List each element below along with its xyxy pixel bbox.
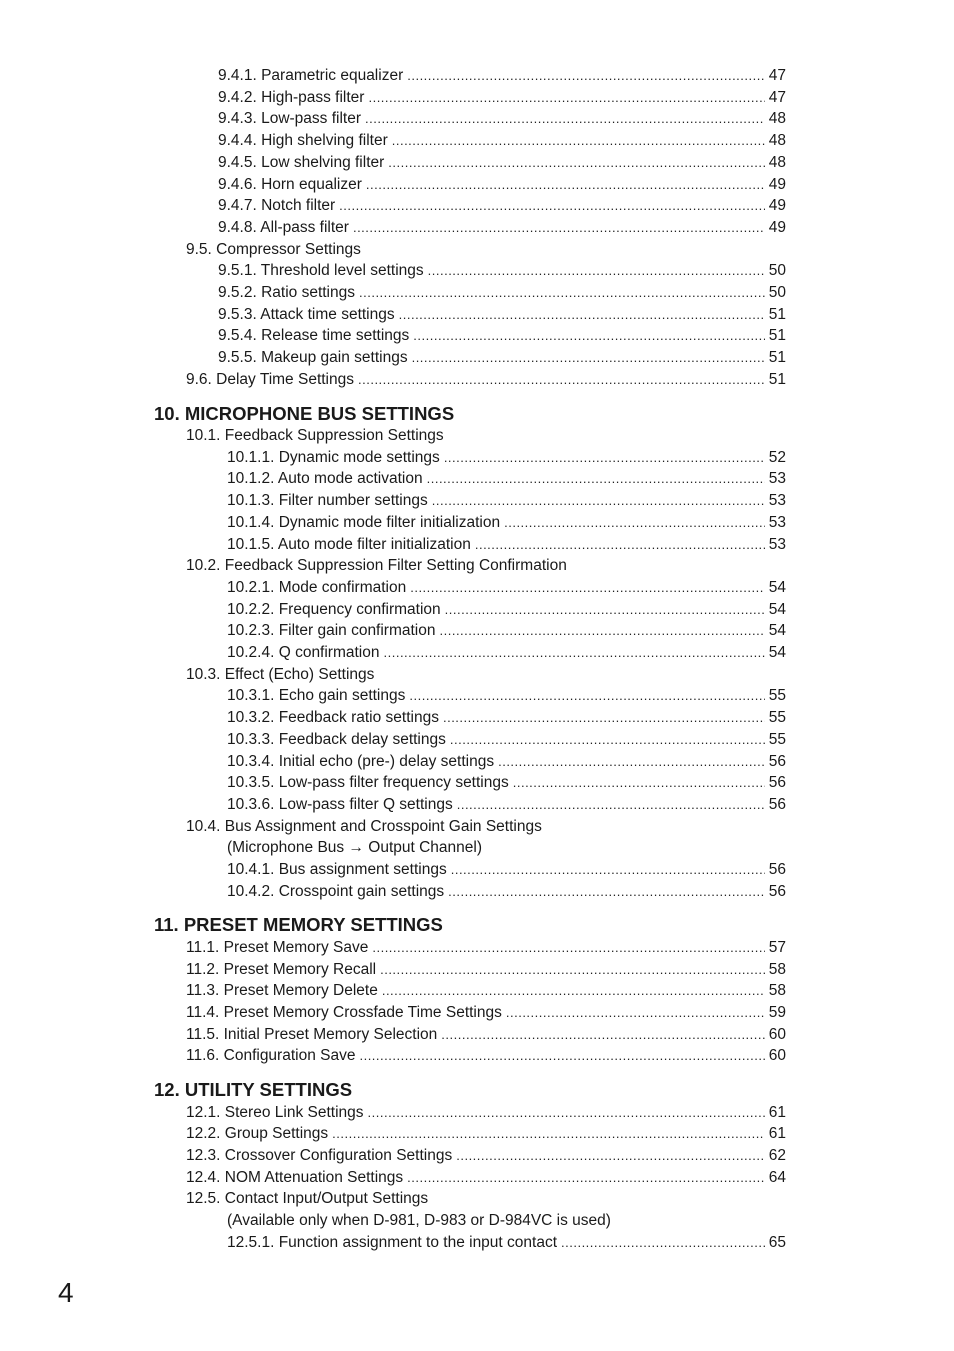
toc-entry-title: 12.3. Crossover Configuration Settings	[186, 1146, 456, 1166]
toc-entry[interactable]	[227, 860, 786, 880]
dot-leader	[498, 752, 765, 772]
dot-leader	[353, 218, 765, 238]
toc-entry-title: 10.2.3. Filter gain confirmation	[227, 621, 440, 641]
toc-entry-page: 53	[765, 469, 786, 489]
toc-entry-page: 50	[765, 261, 786, 281]
toc-entry-page: 56	[765, 752, 786, 772]
toc-entry-page: 49	[765, 196, 786, 216]
toc-entry-page: 49	[765, 218, 786, 238]
toc-entry-page: 58	[765, 960, 786, 980]
dot-leader	[506, 1003, 765, 1023]
toc-entry[interactable]	[227, 535, 786, 555]
toc-entry-title: 12.1. Stereo Link Settings	[186, 1103, 368, 1123]
toc-entry[interactable]	[227, 773, 786, 793]
toc-entry-page: 51	[765, 370, 786, 390]
toc-entry-page: 59	[765, 1003, 786, 1023]
dot-leader	[444, 448, 765, 468]
toc-entry-page: 60	[765, 1046, 786, 1066]
dot-leader	[384, 643, 765, 663]
toc-entry-page: 65	[765, 1233, 786, 1253]
dot-leader	[409, 686, 764, 706]
toc-entry[interactable]	[218, 131, 786, 151]
toc-entry-title: 12.5. Contact Input/Output Settings	[186, 1189, 432, 1209]
toc-entry-title: (Microphone Bus → Output Channel)	[227, 838, 486, 858]
dot-leader	[399, 305, 765, 325]
toc-entry[interactable]	[227, 469, 786, 489]
toc-entry[interactable]	[227, 578, 786, 598]
dot-leader	[407, 1168, 765, 1188]
toc-entry-title: 10.3.5. Low-pass filter frequency settings	[227, 773, 513, 793]
toc-entry-page: 51	[765, 348, 786, 368]
toc-entry[interactable]	[186, 1189, 432, 1209]
toc-entry-title: 11.1. Preset Memory Save	[186, 938, 372, 958]
toc-entry-title: 11.6. Configuration Save	[186, 1046, 359, 1066]
toc-entry-page: 55	[765, 708, 786, 728]
dot-leader	[380, 960, 765, 980]
toc-entry-page: 56	[765, 860, 786, 880]
toc-entry[interactable]	[186, 938, 786, 958]
dot-leader	[382, 981, 765, 1001]
section-heading: 12. UTILITY SETTINGS	[154, 1079, 353, 1101]
toc-entry[interactable]	[186, 370, 786, 390]
dot-leader	[368, 88, 764, 108]
toc-entry[interactable]	[218, 153, 786, 173]
dot-leader	[443, 708, 765, 728]
toc-entry-page: 56	[765, 773, 786, 793]
dot-leader	[450, 730, 765, 750]
toc-entry[interactable]	[218, 109, 786, 129]
toc-entry-page: 48	[765, 131, 786, 151]
toc-entry-title: 9.4.6. Horn equalizer	[218, 175, 366, 195]
dot-leader	[457, 795, 765, 815]
toc-entry-title: 11.2. Preset Memory Recall	[186, 960, 380, 980]
toc-entry-page: 56	[765, 795, 786, 815]
dot-leader	[388, 153, 764, 173]
toc-entry-title: 10.4.2. Crosspoint gain settings	[227, 882, 448, 902]
toc-entry[interactable]	[218, 261, 786, 281]
toc-entry-page: 47	[765, 66, 786, 86]
dot-leader	[441, 1025, 764, 1045]
toc-entry-title: 10.3. Effect (Echo) Settings	[186, 665, 378, 685]
toc-entry-title: 10.3.3. Feedback delay settings	[227, 730, 450, 750]
toc-entry-page: 50	[765, 283, 786, 303]
toc-entry-title: 10.4. Bus Assignment and Crosspoint Gain Settings	[186, 817, 546, 837]
dot-leader	[410, 578, 765, 598]
dot-leader	[445, 600, 765, 620]
toc-entry[interactable]	[227, 600, 786, 620]
toc-entry-page: 58	[765, 981, 786, 1001]
toc-entry[interactable]	[227, 838, 486, 858]
toc-entry-title: 9.5.4. Release time settings	[218, 326, 413, 346]
toc-entry-page: 56	[765, 882, 786, 902]
toc-entry-title: 12.5.1. Function assignment to the input contact	[227, 1233, 561, 1253]
toc-entry-title: 9.4.7. Notch filter	[218, 196, 339, 216]
toc-entry-title: 11.3. Preset Memory Delete	[186, 981, 382, 1001]
dot-leader	[413, 326, 764, 346]
toc-entry[interactable]	[218, 326, 786, 346]
toc-entry-title: 9.4.2. High-pass filter	[218, 88, 368, 108]
toc-entry[interactable]	[218, 196, 786, 216]
toc-entry[interactable]	[218, 218, 786, 238]
dot-leader	[427, 469, 765, 489]
toc-entry-page: 55	[765, 730, 786, 750]
page-number: 4	[58, 1277, 74, 1308]
toc-entry-page: 54	[765, 621, 786, 641]
toc-entry-page: 57	[765, 938, 786, 958]
toc-entry[interactable]	[227, 513, 786, 533]
toc-entry[interactable]	[186, 1025, 786, 1045]
toc-entry[interactable]	[227, 491, 786, 511]
dot-leader	[513, 773, 765, 793]
toc-entry-title: 12.4. NOM Attenuation Settings	[186, 1168, 407, 1188]
dot-leader	[428, 261, 765, 281]
toc-entry-title: (Available only when D-981, D-983 or D-984VC is used)	[227, 1211, 615, 1231]
toc-entry-page: 49	[765, 175, 786, 195]
toc-entry[interactable]	[186, 1124, 786, 1144]
toc-entry[interactable]	[186, 1146, 786, 1166]
toc-entry[interactable]	[186, 1046, 786, 1066]
dot-leader	[339, 196, 765, 216]
toc-entry-page: 53	[765, 491, 786, 511]
toc-entry-page: 55	[765, 686, 786, 706]
toc-entry-title: 10.2.2. Frequency confirmation	[227, 600, 445, 620]
toc-entry-title: 12.2. Group Settings	[186, 1124, 332, 1144]
toc-entry[interactable]	[227, 448, 786, 468]
toc-entry[interactable]	[227, 1233, 786, 1253]
toc-entry[interactable]	[227, 795, 786, 815]
toc-entry[interactable]	[186, 665, 378, 685]
toc-entry-page: 61	[765, 1124, 786, 1144]
dot-leader	[368, 1103, 765, 1123]
dot-leader	[504, 513, 765, 533]
dot-leader	[448, 882, 765, 902]
toc-entry-title: 10.4.1. Bus assignment settings	[227, 860, 451, 880]
dot-leader	[432, 491, 765, 511]
toc-entry-page: 64	[765, 1168, 786, 1188]
dot-leader	[359, 1046, 764, 1066]
toc-entry-page: 54	[765, 643, 786, 663]
toc-entry-page: 52	[765, 448, 786, 468]
toc-entry[interactable]	[218, 88, 786, 108]
dot-leader	[440, 621, 765, 641]
toc-entry-page: 47	[765, 88, 786, 108]
toc-entry[interactable]	[186, 817, 546, 837]
toc-entry-title: 9.4.8. All-pass filter	[218, 218, 353, 238]
toc-entry-title: 9.5.3. Attack time settings	[218, 305, 399, 325]
toc-entry-title: 9.5.2. Ratio settings	[218, 283, 359, 303]
toc-entry-title: 10.1.5. Auto mode filter initialization	[227, 535, 475, 555]
toc-entry-title: 10.1.1. Dynamic mode settings	[227, 448, 444, 468]
dot-leader	[412, 348, 765, 368]
toc-entry-page: 53	[765, 513, 786, 533]
toc-entry[interactable]	[186, 981, 786, 1001]
toc-entry[interactable]	[186, 1003, 786, 1023]
toc-entry[interactable]	[227, 621, 786, 641]
toc-entry-title: 11.4. Preset Memory Crossfade Time Settings	[186, 1003, 506, 1023]
toc-entry[interactable]	[186, 960, 786, 980]
dot-leader	[366, 175, 765, 195]
toc-entry-title: 10.1.3. Filter number settings	[227, 491, 432, 511]
dot-leader	[365, 109, 765, 129]
dot-leader	[358, 370, 765, 390]
toc-entry[interactable]	[218, 305, 786, 325]
toc-entry-title: 9.4.4. High shelving filter	[218, 131, 392, 151]
toc-entry[interactable]	[227, 643, 786, 663]
toc-entry[interactable]	[227, 882, 786, 902]
toc-entry-title: 9.5. Compressor Settings	[186, 240, 365, 260]
toc-entry[interactable]	[227, 730, 786, 750]
toc-entry-title: 10.1. Feedback Suppression Settings	[186, 426, 448, 446]
toc-entry-page: 51	[765, 305, 786, 325]
toc-entry[interactable]	[218, 283, 786, 303]
toc-entry-page: 60	[765, 1025, 786, 1045]
dot-leader	[407, 66, 765, 86]
toc-entry[interactable]	[186, 1168, 786, 1188]
toc-entry[interactable]	[186, 1103, 786, 1123]
toc-entry[interactable]	[186, 240, 365, 260]
toc-entry-title: 10.2.4. Q confirmation	[227, 643, 384, 663]
toc-entry-title: 10.3.1. Echo gain settings	[227, 686, 409, 706]
toc-entry[interactable]	[227, 686, 786, 706]
toc-entry-title: 10.1.4. Dynamic mode filter initialization	[227, 513, 504, 533]
dot-leader	[392, 131, 765, 151]
toc-entry-title: 10.1.2. Auto mode activation	[227, 469, 427, 489]
toc-entry-title: 10.3.6. Low-pass filter Q settings	[227, 795, 457, 815]
dot-leader	[561, 1233, 765, 1253]
toc-entry-title: 10.3.4. Initial echo (pre-) delay settings	[227, 752, 498, 772]
dot-leader	[332, 1124, 765, 1144]
toc-entry-title: 9.5.1. Threshold level settings	[218, 261, 428, 281]
toc-entry-title: 9.4.3. Low-pass filter	[218, 109, 365, 129]
dot-leader	[475, 535, 765, 555]
toc-entry-title: 10.2. Feedback Suppression Filter Setting Confirmation	[186, 556, 571, 576]
toc-entry[interactable]	[218, 66, 786, 86]
toc-entry[interactable]	[186, 556, 571, 576]
toc-entry-title: 9.6. Delay Time Settings	[186, 370, 358, 390]
toc-entry-page: 53	[765, 535, 786, 555]
toc-entry-page: 54	[765, 578, 786, 598]
toc-entry-title: 11.5. Initial Preset Memory Selection	[186, 1025, 441, 1045]
toc-entry-page: 61	[765, 1103, 786, 1123]
toc-entry[interactable]	[218, 175, 786, 195]
toc-entry[interactable]	[227, 708, 786, 728]
toc-entry[interactable]	[218, 348, 786, 368]
toc-entry-title: 9.4.5. Low shelving filter	[218, 153, 388, 173]
toc-entry-page: 62	[765, 1146, 786, 1166]
toc-entry[interactable]	[227, 1211, 615, 1231]
toc-entry-title: 10.2.1. Mode confirmation	[227, 578, 410, 598]
toc-entry[interactable]	[227, 752, 786, 772]
toc-entry-title: 10.3.2. Feedback ratio settings	[227, 708, 443, 728]
toc-entry-title: 9.5.5. Makeup gain settings	[218, 348, 412, 368]
dot-leader	[372, 938, 764, 958]
toc-entry-title: 9.4.1. Parametric equalizer	[218, 66, 407, 86]
toc-entry-page: 51	[765, 326, 786, 346]
section-heading: 10. MICROPHONE BUS SETTINGS	[154, 402, 455, 424]
dot-leader	[456, 1146, 765, 1166]
toc-entry-page: 48	[765, 153, 786, 173]
dot-leader	[359, 283, 765, 303]
toc-entry-page: 48	[765, 109, 786, 129]
section-heading: 11. PRESET MEMORY SETTINGS	[154, 914, 443, 936]
toc-entry[interactable]	[186, 426, 448, 446]
toc-entry-page: 54	[765, 600, 786, 620]
dot-leader	[451, 860, 765, 880]
